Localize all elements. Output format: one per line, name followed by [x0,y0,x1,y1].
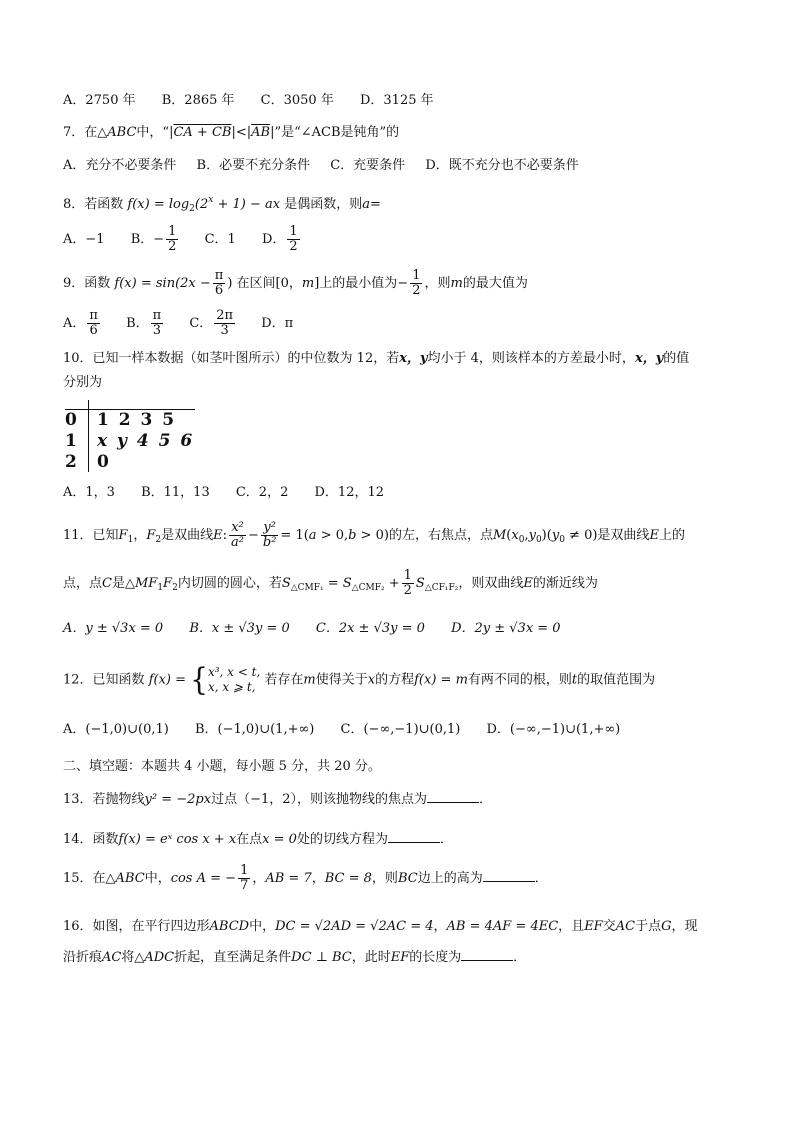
q10-option-c: C．2，2 [235,485,289,500]
q8-option-d: D． [261,232,286,247]
stem: 1 [65,431,77,451]
q10-stem-line2: 分别为 [63,375,103,390]
q8-option-b: B．− [130,232,165,247]
stem: 2 [65,452,77,472]
q9-option-a: A． [63,316,86,331]
vector-ab: $\overline{AB}$ [251,125,271,140]
leaves: x y 4 5 6 [97,431,193,451]
stem-leaf-row [65,431,192,452]
q7-option-b: B．必要不充分条件 [196,158,311,173]
q12-option-c: C．(−∞,−1)∪(0,1) [340,722,461,737]
q12-options [63,721,642,739]
q15: 15．在△ABC中，cos A = − $\frac{1}{7}$ ，AB = 7，BC = 8，则BC边上的高为 ． [63,863,548,893]
q6-option-b: B．2865 年 [161,93,235,108]
q11-stem-line1: 11．已知$F_1$，$F_2$是双曲线E: $\frac{\text{x²}}{\text{a²}}$ − $\frac{\text{y²}}{\text{b²}}$ = 1(a > 0,b > 0)的左，右焦点，点$M(x_0,y_0)(y_0 \ne 0)$是双曲线E上的 [63,520,685,550]
q12-stem: 12．已知函数 f(x) = { x³, x < t, x, x ⩾ t, 若存在m使得关于x的方程f(x) = m有两不同的根，则t的取值范围为 [63,661,656,698]
stem: 0 [65,410,77,430]
q9-stem: 9．函数 f(x) = sin(2x − $\frac{\pi}{6}$ ) 在区间[0，m]上的最小值为− $\frac{1}{2}$ ，则m的最大值为 [63,268,528,298]
q6-options [63,92,456,110]
q8-option-a: A．−1 [63,232,105,247]
q16-line1: 16．如图，在平行四边形ABCD中，DC = √2AD = √2AC = 4，AB = 4AF = 4EC，且EF交AC于点G，现 [63,919,698,934]
q7-option-a: A．充分不必要条件 [63,158,177,173]
fraction-x2-a2: $\frac{\text{x²}}{\text{a²}}$ [231,520,244,550]
q11-option-b: B．x ± √3y = 0 [189,621,290,636]
fraction-y2-b2: $\frac{\text{y²}}{\text{b²}}$ [262,520,277,550]
stem-leaf-row [65,410,192,431]
fraction-pi-3: $\frac{\pi}{3}$ [152,308,162,338]
q10-options [63,484,406,502]
q7-options [63,157,595,175]
q8-stem: 8．若函数 $f(x) = \log_2(2^x + 1)$ − ax 是偶函数，则a= [63,195,381,214]
q8-option-c: C．1 [204,232,236,247]
vector-ca-plus-cb: CA + CB [173,125,232,140]
q11-option-d: D．2y ± √3x = 0 [451,621,561,636]
q11-stem-line2: 点，点C是$\triangle MF_1F_2$内切圆的圆心，若$S_{\triangle CMF_1} = S_{\triangle CMF_2}$ + $\frac{1}{2}$ $S_{\triangle CF_1F_2}$，则双曲线E的渐近线为 [63,568,598,598]
fraction-2pi-3: $\frac{2\pi}{3}$ [216,308,234,338]
q9-options [63,306,293,342]
q9-option-b: B． [126,316,149,331]
q9-option-d: D．π [261,316,294,331]
q12-option-a: A．(−1,0)∪(0,1) [63,722,169,737]
answer-blank[interactable] [388,830,440,843]
leaves: 1 2 3 5 [97,410,175,430]
q13: 13．若抛物线y² = −2px过点（−1，2），则该抛物线的焦点为 ． [63,792,493,807]
q7-option-c: C．充要条件 [330,158,406,173]
q11-option-c: C．2x ± √3y = 0 [315,621,425,636]
q6-option-a: A．2750 年 [63,93,136,108]
fraction-half: $\frac{1}{2}$ [289,224,298,254]
q12-option-b: B．(−1,0)∪(1,+∞) [194,722,315,737]
q11-options [63,620,583,638]
q10-option-a: A．1，3 [63,485,115,500]
q16-line2: 沿折痕AC将△ADC折起，直至满足条件DC ⊥ BC，此时EF的长度为 ． [63,950,527,965]
stem-leaf-row [65,452,192,473]
q12-option-d: D．(−∞,−1)∪(1,+∞) [486,722,621,737]
piecewise-cases: x³, x < t, x, x ⩾ t, [207,665,261,694]
q8-options [63,222,302,258]
fraction-half: $\frac{1}{2}$ [403,568,412,598]
q6-option-d: D．3125 年 [359,93,434,108]
q9-option-c: C． [189,316,213,331]
q10-stem-line1: 10．已知一样本数据（如茎叶图所示）的中位数为 12，若x，y均小于 4，则该样本的方差最小时，x，y的值 [63,351,690,366]
q10-option-b: B．11，13 [141,485,210,500]
q11-option-a: A．y ± √3x = 0 [63,621,164,636]
fraction-pi-6: $\frac{\pi}{6}$ [89,308,98,338]
section-heading-fill-in: 二、填空题：本题共 4 小题，每小题 5 分，共 20 分。 [63,759,381,774]
fraction-half: $\frac{1}{2}$ [412,268,421,298]
fraction-1-7: $\frac{1}{7}$ [240,863,249,893]
answer-blank[interactable] [483,869,535,882]
leaves: 0 [97,452,109,472]
stem-leaf-plot [65,400,192,473]
q7-option-d: D．既不充分也不必要条件 [425,158,579,173]
answer-blank[interactable] [461,948,513,961]
q14: 14．函数f(x) = eˣ cos x + x在点x = 0处的切线方程为 ． [63,832,453,847]
q7-stem: 7．在△ABC中，“$|CA + CB|<|\overline{AB}|$”是“∠ACB是钝角”的 [63,125,400,140]
q10-option-d: D．12，12 [314,485,385,500]
fraction-pi-6: $\frac{\pi}{6}$ [214,268,224,298]
answer-blank[interactable] [427,790,479,803]
fraction-half: $\frac{1}{2}$ [168,224,177,254]
q6-option-c: C．3050 年 [260,93,334,108]
